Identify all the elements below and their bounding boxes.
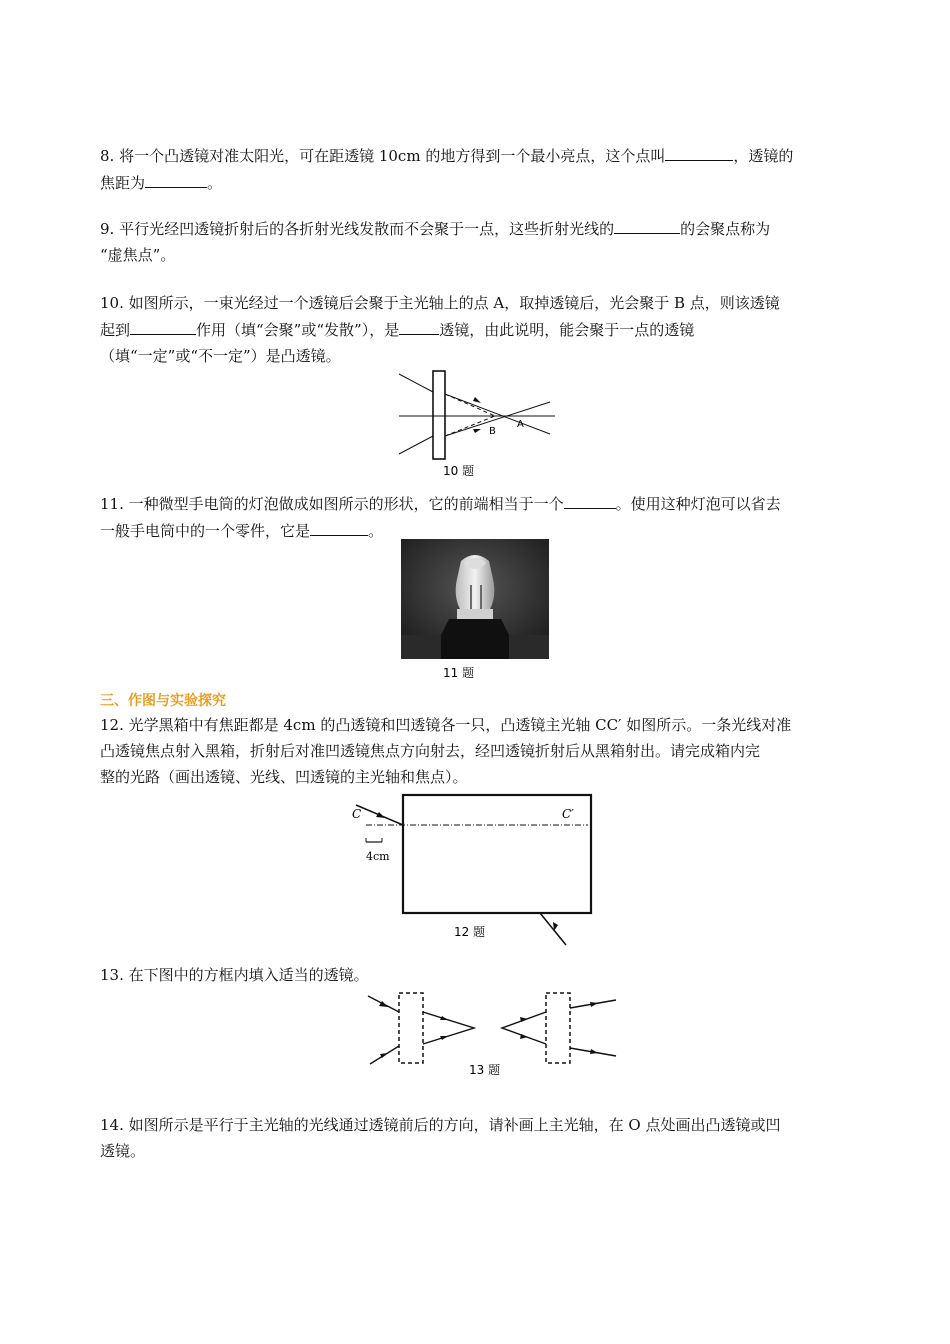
- question-14: [100, 1112, 855, 1164]
- q9-text-3: “虚焦点”。: [100, 246, 176, 264]
- dashed-ray-top: [445, 394, 495, 416]
- q10-text-3: 作用（填“会聚”或“发散”），是: [196, 321, 400, 339]
- arrow-top: [473, 397, 481, 403]
- q8-text-1: 8. 将一个凸透镜对准太阳光，可在距透镜 10cm 的地方得到一个最小亮点，这个点叫: [100, 147, 666, 165]
- q10-text-4: 透镜，由此说明，能会聚于一点的透镜: [439, 321, 695, 339]
- right-arrow-in-top: [520, 1017, 528, 1022]
- q11-text-3: 一般手电筒中的一个零件，它是: [100, 522, 311, 540]
- q12-line-2: 凸透镜焦点射入黑箱，折射后对准凹透镜焦点方向射去，经凹透镜折射后从黑箱射出。请完成箱内完: [100, 742, 761, 760]
- question-11: [100, 490, 855, 544]
- lens-rect: [433, 371, 445, 459]
- figure-11-bulb-photo: [401, 539, 549, 683]
- dashed-ray-bottom: [445, 416, 495, 436]
- q8-text-2: ，透镜的: [733, 147, 794, 165]
- q10-blank-1[interactable]: [130, 316, 196, 335]
- bulb-collar: [457, 609, 493, 619]
- refracted-ray-bottom: [445, 402, 550, 436]
- question-12: [100, 712, 855, 790]
- incoming-ray-top: [399, 374, 433, 392]
- question-10: [100, 290, 855, 369]
- q10-text-5: （填“一定”或“不一定”）是凸透镜。: [100, 347, 341, 365]
- q11-blank-1[interactable]: [564, 490, 616, 509]
- left-rays-out: [423, 1012, 474, 1044]
- q10-text-1: 10. 如图所示，一束光经过一个透镜后会聚于主光轴上的点 A，取掉透镜后，光会聚于 B 点，则该透镜: [100, 294, 780, 312]
- q13-text: 13. 在下图中的方框内填入适当的透镜。: [100, 966, 369, 984]
- label-c-prime: C′: [562, 807, 574, 821]
- q8-blank-2[interactable]: [145, 169, 207, 188]
- q9-blank-1[interactable]: [614, 215, 680, 234]
- holder-left: [401, 635, 441, 659]
- q12-line-3: 整的光路（画出透镜、光线、凹透镜的主光轴和焦点）。: [100, 768, 468, 786]
- q14-line-2: 透镜。: [100, 1142, 146, 1160]
- q14-line-1: 14. 如图所示是平行于主光轴的光线通过透镜前后的方向，请补画上主光轴，在 O 点处画出凸透镜或凹: [100, 1116, 781, 1134]
- figure-12-black-box: [344, 790, 594, 950]
- label-4cm: 4cm: [366, 850, 390, 863]
- label-b: B: [489, 426, 496, 437]
- bulb-base: [437, 619, 513, 659]
- right-rays-in: [502, 1012, 546, 1044]
- question-8: [100, 142, 855, 196]
- q9-text-2: 的会聚点称为: [680, 220, 771, 238]
- incident-arrow: [376, 812, 385, 818]
- caption-13: 13 题: [469, 1063, 501, 1077]
- label-a: A: [517, 419, 524, 430]
- q8-blank-1[interactable]: [665, 142, 733, 161]
- caption-11: 11 题: [443, 666, 475, 680]
- q11-text-1: 11. 一种微型手电筒的灯泡做成如图所示的形状，它的前端相当于一个: [100, 495, 564, 513]
- caption-12: 12 题: [454, 925, 486, 939]
- right-arrow-in-bottom: [520, 1034, 528, 1039]
- holder-right: [509, 635, 549, 659]
- q10-blank-2[interactable]: [399, 316, 439, 335]
- q10-text-2: 起到: [100, 321, 131, 339]
- q11-blank-2[interactable]: [310, 517, 368, 536]
- incoming-ray-bottom: [399, 436, 433, 454]
- refracted-ray-top: [445, 394, 550, 434]
- q11-text-4: 。: [368, 522, 384, 540]
- figure-13-lens-boxes: [362, 988, 622, 1080]
- exit-ray: [540, 913, 566, 945]
- dashed-box-right: [546, 993, 570, 1063]
- dashed-box-left: [399, 993, 423, 1063]
- figure-10-lens-diagram: [395, 366, 565, 482]
- q8-text-3: 焦距为: [100, 174, 146, 192]
- label-c: C: [352, 807, 362, 821]
- arrow-bottom: [473, 429, 481, 433]
- left-arrow-out-top: [440, 1016, 448, 1020]
- section-title: 三、作图与实验探究: [100, 693, 226, 709]
- question-13: [100, 962, 855, 988]
- caption-10: 10 题: [443, 464, 475, 478]
- q9-text-1: 9. 平行光经凹透镜折射后的各折射光线发散而不会聚于一点，这些折射光线的: [100, 220, 615, 238]
- q11-text-2: 。使用这种灯泡可以省去: [615, 495, 781, 513]
- question-9: [100, 215, 855, 268]
- q8-text-4: 。: [207, 174, 223, 192]
- left-arrow-out-bottom: [440, 1036, 448, 1040]
- q12-line-1: 12. 光学黑箱中有焦距都是 4cm 的凸透镜和凹透镜各一只，凸透镜主光轴 CC′ 如图所示。一条光线对准: [100, 716, 792, 734]
